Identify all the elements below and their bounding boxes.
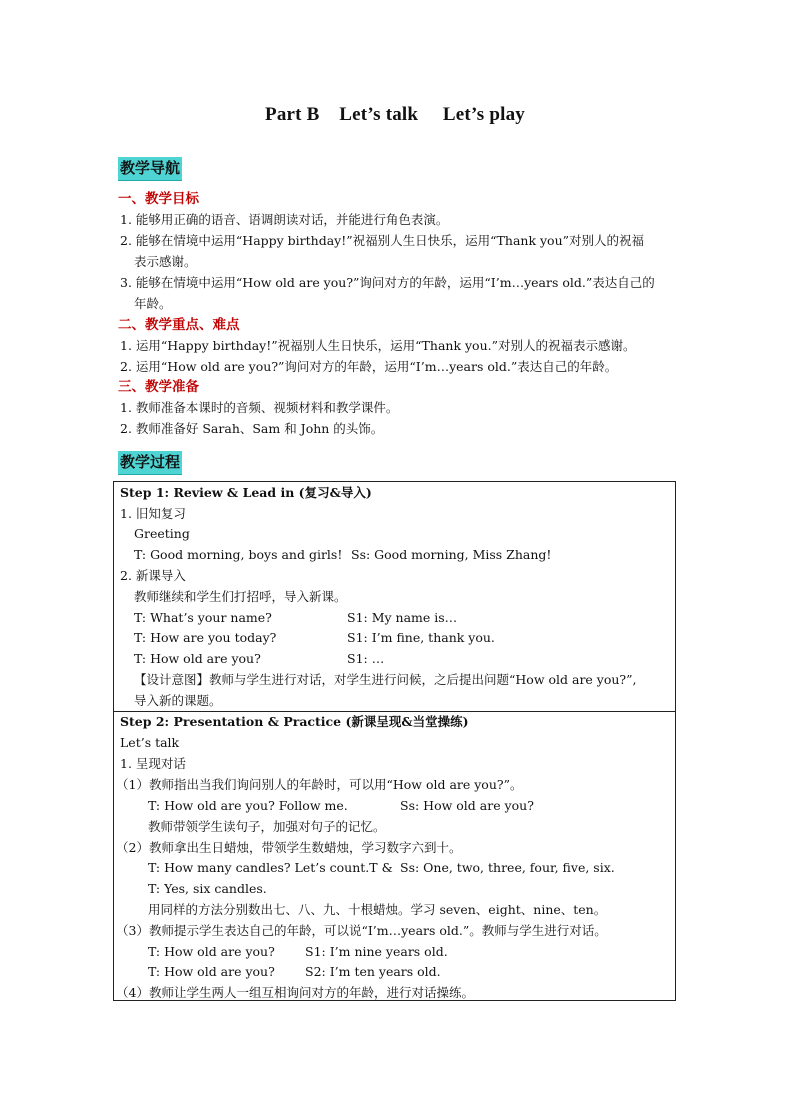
step1-line: 导入新的课题。 bbox=[134, 693, 222, 708]
prep-item: 1. 教师准备本课时的音频、视频材料和教学课件。 bbox=[120, 400, 399, 415]
step1-line: S1: I’m fine, thank you. bbox=[347, 630, 495, 645]
key-points-heading: 二、教学重点、难点 bbox=[118, 317, 240, 333]
step2-line: T: How old are you? bbox=[148, 944, 275, 959]
step2-line: （4）教师让学生两人一组互相询问对方的年龄，进行对话操练。 bbox=[116, 985, 474, 1000]
goal-item: 1. 能够用正确的语音、语调朗读对话，并能进行角色表演。 bbox=[120, 212, 449, 227]
step1-line: S1: My name is… bbox=[347, 610, 458, 625]
step2-line: Ss: How old are you? bbox=[400, 798, 534, 813]
step2-line: Let’s talk bbox=[120, 735, 180, 750]
section-heading-navigation: 教学导航 bbox=[118, 157, 182, 181]
step2-line: T: How many candles? Let’s count.T & bbox=[148, 860, 393, 875]
step1-line: T: How old are you? bbox=[134, 651, 261, 666]
step2-heading: Step 2: Presentation & Practice (新课呈现&当堂操练) bbox=[120, 714, 469, 729]
prep-heading: 三、教学准备 bbox=[118, 379, 199, 395]
step1-line: Greeting bbox=[134, 526, 190, 541]
step1-line: 教师继续和学生们打招呼，导入新课。 bbox=[134, 589, 347, 604]
goal-item-continued: 年龄。 bbox=[134, 296, 172, 311]
step2-line: （1）教师指出当我们询问别人的年龄时，可以用“How old are you?”。 bbox=[116, 777, 523, 792]
step2-line: T: How old are you? bbox=[148, 964, 275, 979]
goals-heading: 一、教学目标 bbox=[118, 191, 199, 207]
step1-line: 【设计意图】教师与学生进行对话，对学生进行问候，之后提出问题“How old are you?”, bbox=[134, 672, 637, 687]
prep-item: 2. 教师准备好 Sarah、Sam 和 John 的头饰。 bbox=[120, 421, 384, 436]
goal-item-continued: 表示感谢。 bbox=[134, 254, 197, 269]
goal-item: 2. 能够在情境中运用“Happy birthday!”祝福别人生日快乐，运用“Thank you”对别人的祝福 bbox=[120, 233, 645, 248]
step1-line: T: How are you today? bbox=[134, 630, 277, 645]
key-point-item: 2. 运用“How old are you?”询问对方的年龄，运用“I’m…years old.”表达自己的年龄。 bbox=[120, 359, 618, 374]
step2-line: （3）教师提示学生表达自己的年龄，可以说“I’m…years old.”。教师与学生进行对话。 bbox=[116, 923, 607, 938]
goal-item: 3. 能够在情境中运用“How old are you?”询问对方的年龄，运用“I’m…years old.”表达自己的 bbox=[120, 275, 655, 290]
step2-line: T: Yes, six candles. bbox=[148, 881, 267, 896]
step2-line: （2）教师拿出生日蜡烛，带领学生数蜡烛，学习数字六到十。 bbox=[116, 840, 462, 855]
section-heading-process: 教学过程 bbox=[118, 451, 182, 475]
step2-line: 教师带领学生读句子，加强对句子的记忆。 bbox=[148, 819, 386, 834]
step2-line: T: How old are you? Follow me. bbox=[148, 798, 348, 813]
step1-line: T: Good morning, boys and girls! bbox=[134, 547, 343, 562]
step2-line: Ss: One, two, three, four, five, six. bbox=[400, 860, 615, 875]
step1-line: 1. 旧知复习 bbox=[120, 506, 186, 521]
key-point-item: 1. 运用“Happy birthday!”祝福别人生日快乐，运用“Thank you.”对别人的祝福表示感谢。 bbox=[120, 338, 636, 353]
step1-line: S1: … bbox=[347, 651, 385, 666]
step1-heading: Step 1: Review & Lead in (复习&导入) bbox=[120, 485, 372, 500]
step1-line: Ss: Good morning, Miss Zhang! bbox=[351, 547, 552, 562]
step2-line: 1. 呈现对话 bbox=[120, 756, 186, 771]
step2-line: 用同样的方法分别数出七、八、九、十根蜡烛。学习 seven、eight、nine、ten。 bbox=[148, 902, 607, 917]
step2-line: S1: I’m nine years old. bbox=[305, 944, 448, 959]
step2-line: S2: I’m ten years old. bbox=[305, 964, 441, 979]
step1-line: 2. 新课导入 bbox=[120, 568, 186, 583]
page-title: Part B Let’s talk Let’s play bbox=[265, 104, 525, 125]
step1-line: T: What’s your name? bbox=[134, 610, 272, 625]
